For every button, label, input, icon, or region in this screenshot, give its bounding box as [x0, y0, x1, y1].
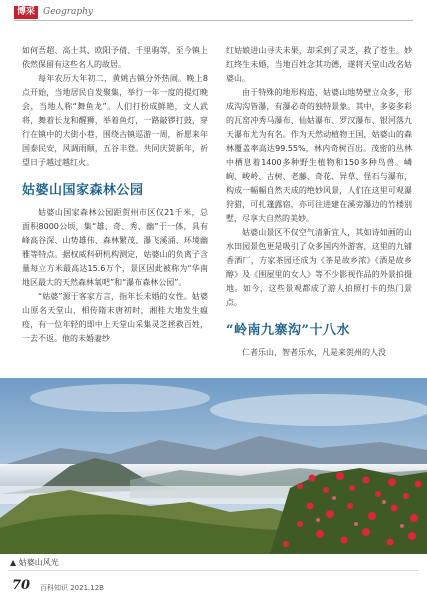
- section-header: [14, 5, 93, 19]
- left-column: [22, 44, 208, 346]
- section-name-en: Geography: [43, 7, 94, 17]
- page-number: 70: [12, 578, 31, 593]
- paragraph: 仁者乐山，智者乐水，凡是来贺州的人没: [242, 348, 386, 357]
- paragraph: 由于特殊的地形构造，姑婆山地势壁立众多，形成沟沟皆瀑，有瀑必奇的独特景象。其中，多姿多彩的瓦窑冲秀马瀑布、仙姑瀑布、罗汉瀑布、银河落九天瀑布尤为有名。作为天然动植物王国，姑婆山的森林覆盖率高达99.55%，林内奇树百出。茂密的丛林中栖息着1400多种野生植物和150多种鸟兽。嶙峋、峻岭、古树、老藤、奇花、异草、怪石与瀑布，构成一幅幅自然天成的绝妙风景，人们在这里可观瀑狩猎，可扎篷露宿，亦可往进建在溪旁瀑边的竹楼别墅，尽享大自然的美妙。: [226, 88, 412, 223]
- section-heading: “岭南九寨沟”十八水: [226, 323, 350, 338]
- mountain-landscape-image: [0, 378, 427, 554]
- header-divider: [14, 20, 413, 21]
- issue-info: 百科知识 2021.12B: [40, 584, 104, 592]
- paragraph: 如何吾超、高士其、欧阳予倩、千里驹等，至今镇上依然保留有这些名人的故居。: [22, 46, 208, 69]
- section-tag: 博采: [14, 6, 38, 19]
- footer-divider: [8, 570, 419, 571]
- paragraph: “姑婆”源于客家方言，指年长未婚的女性。姑婆山原名天堂山，相传隋末唐初时，湘桂大地发生瘟疫，有一位年轻的即中上天堂山采集灵芝拯救百姓，一去不返。他的未婚妻纱: [22, 292, 208, 343]
- landscape-photo: [0, 378, 427, 554]
- photo-caption: [10, 557, 59, 568]
- section-heading: 姑婆山国家森林公园: [22, 183, 144, 198]
- triangle-icon: ▲: [10, 558, 17, 567]
- paragraph: 每年农历大年初二，黄姚古镇分外热闹。晚上8点开始，当地居民自发聚集，举行一年一度的提灯晚会，当地人称“舞鱼龙”。人们打扮成鲜艳，文人武将，舞着长龙和醒狮，举着鱼灯，一路敲锣打鼓，穿行在镇中的大街小巷，围绕古镇巡游一周，祈愿来年国泰民安，风调雨顺，五谷丰登。共同庆贺新年，祈望日子越过越红火。: [22, 74, 208, 167]
- right-column: [226, 44, 412, 360]
- paragraph: 红姑娘进山寻夫未果，却采到了灵芝，救了苍生。妙红终生未婚，当地百姓念其功德，遂将天堂山改名姑婆山。: [226, 46, 412, 83]
- caption-text: 姑婆山风光: [18, 558, 59, 567]
- paragraph: 姑婆山景区不仅空气清新宜人，其如诗如画的山水田园景色更是吸引了众多国内外游客，这里的九铺香酒厂，方家茶园还成为《茶是故乡浓》《酒是故乡醇》及《围屋里的女人》等不少影视作品的外景拍摄地。如今，这些景观都成了游人拍照打卡的热门景点。: [226, 228, 412, 307]
- paragraph: 姑婆山国家森林公园距贺州市区仅21千米，总面积8000公顷，集“雄、奇、秀、幽”于一体，具有峰高谷深、山势雄伟、森林繁茂、瀑飞溪涌、环境幽雅等特点。据权威科研机构测定，姑婆山的负离子含量每立方米最高达15.6万个，景区因此被称为“华南地区最大的天然森林氧吧”和“瀑布森林公园”。: [22, 208, 208, 287]
